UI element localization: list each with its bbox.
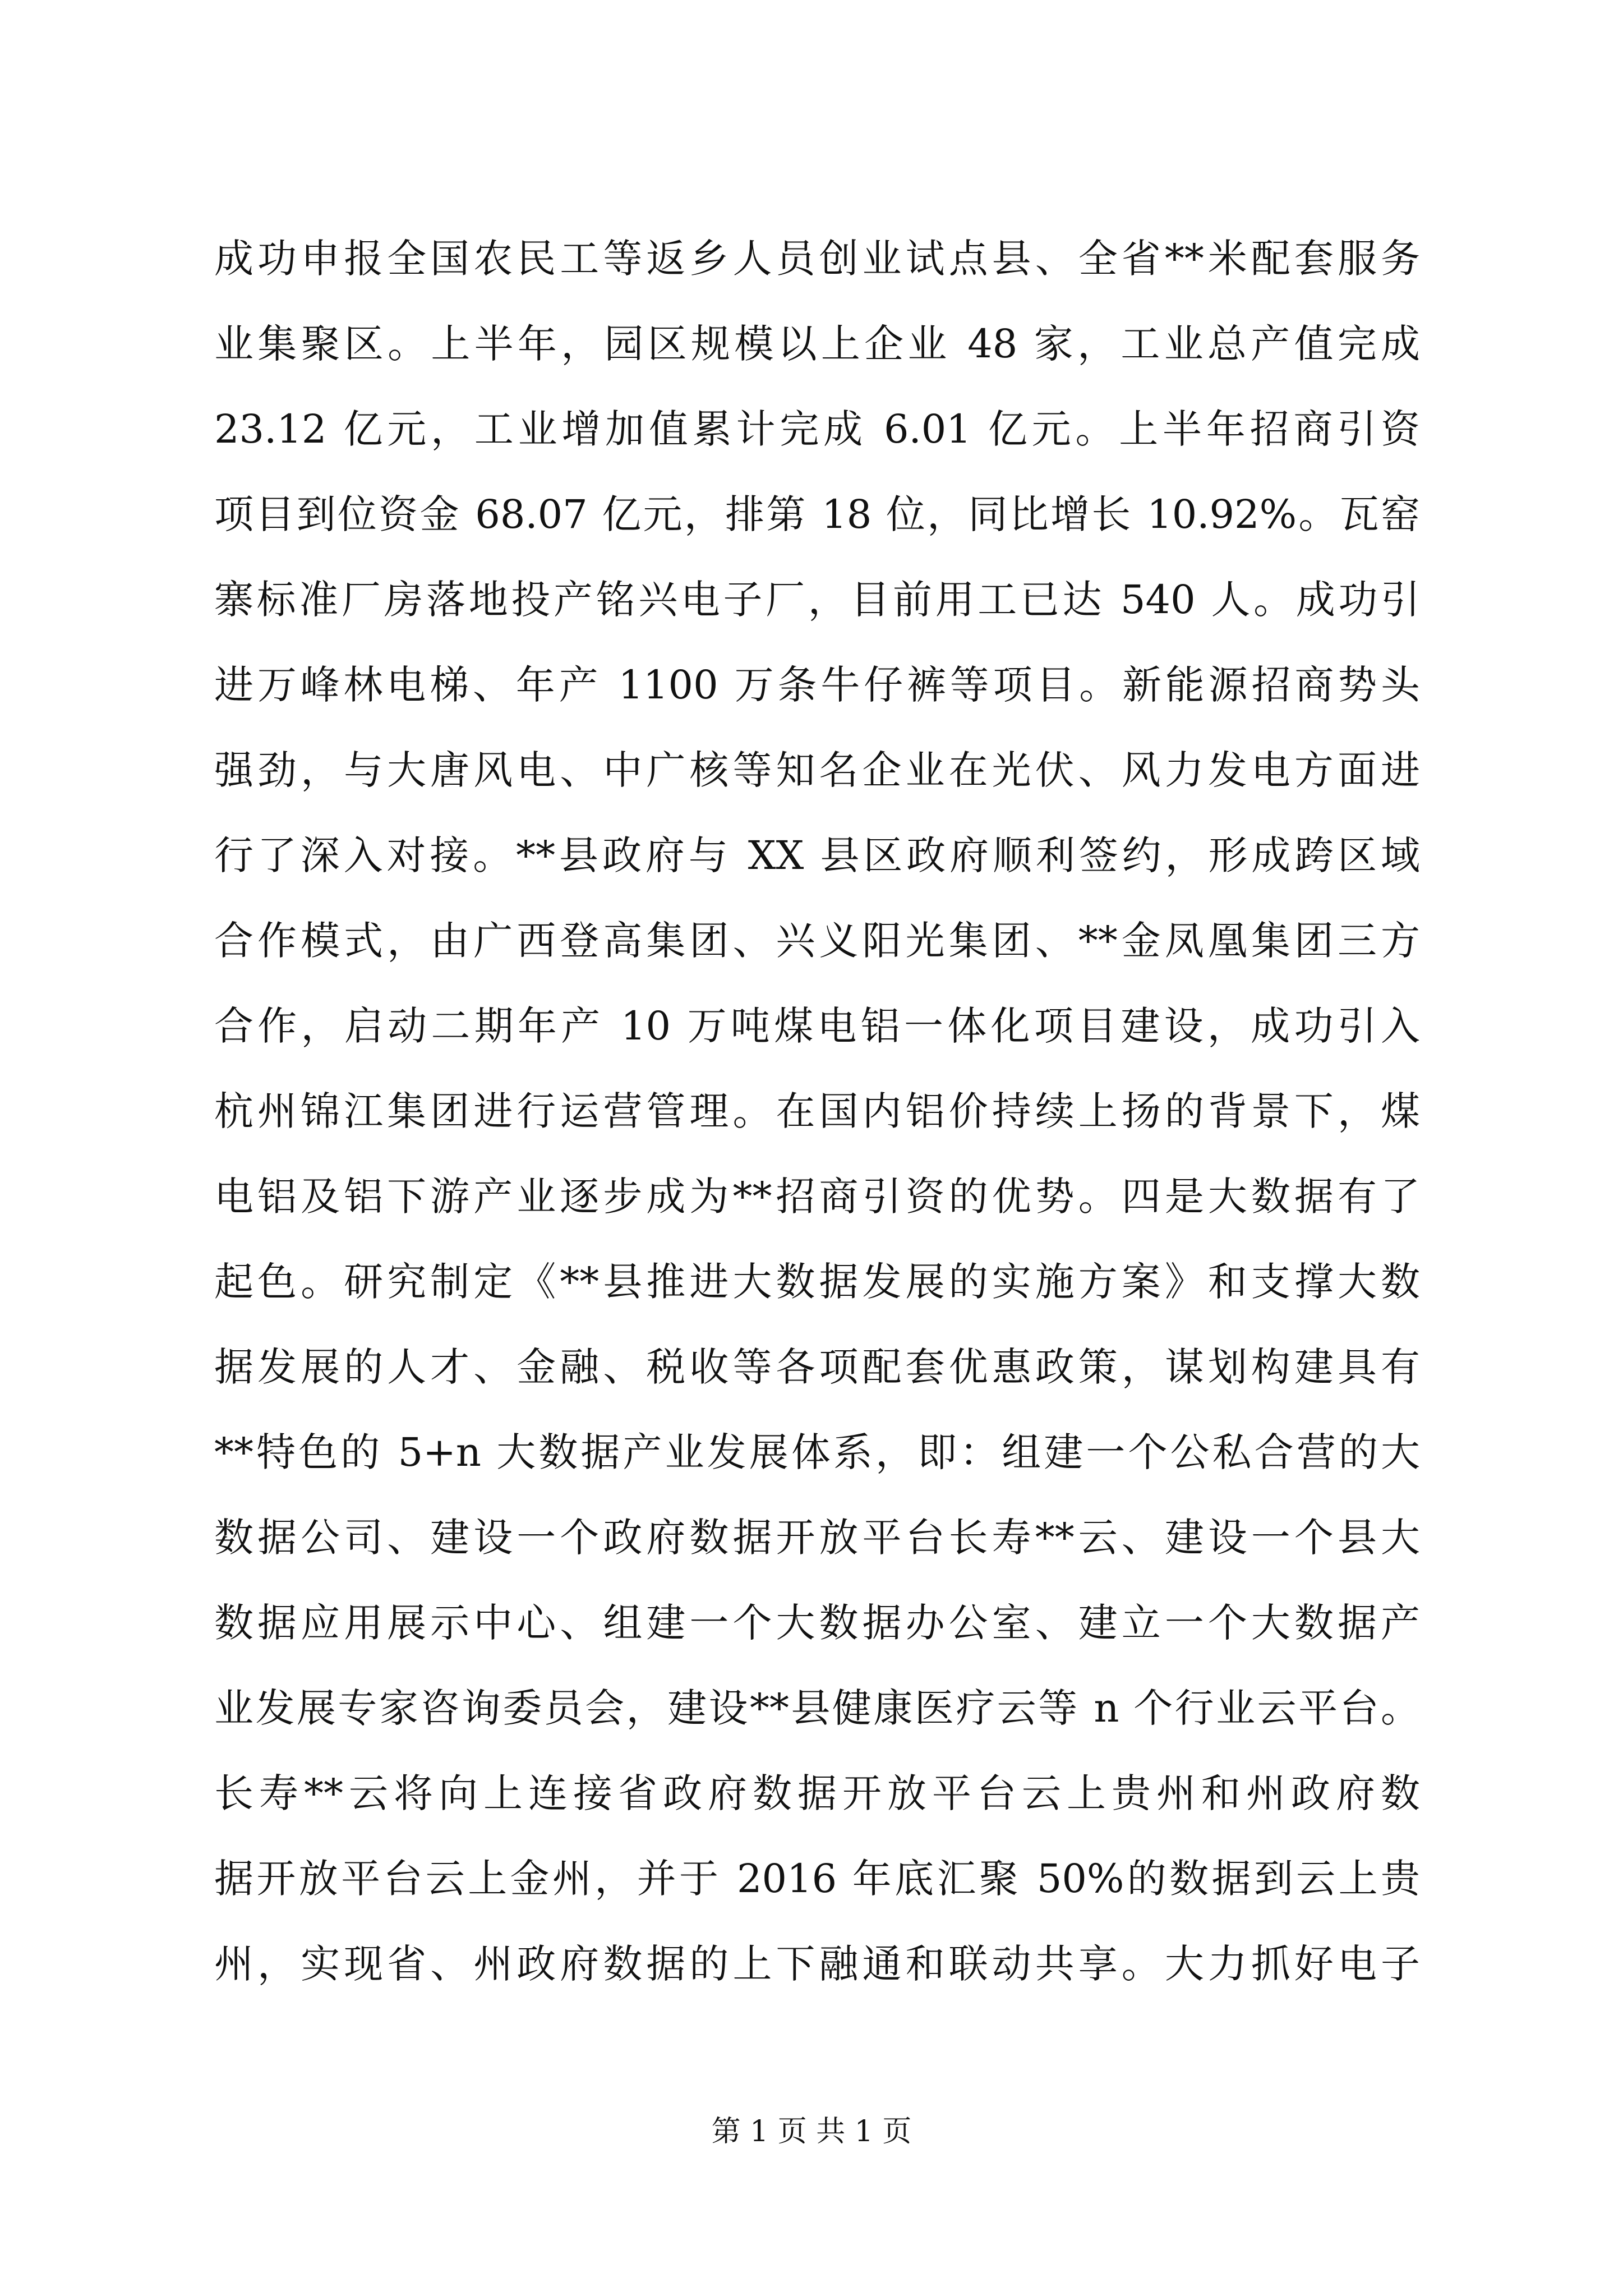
text-line-10: 合作，启动二期年产 10 万吨煤电铝一体化项目建设，成功引入 bbox=[214, 1003, 1420, 1049]
text-line-1: 成功申报全国农民工等返乡人员创业试点县、全省**米配套服务 bbox=[214, 236, 1420, 282]
text-line-7: 强劲，与大唐风电、中广核等知名企业在光伏、风力发电方面进 bbox=[214, 747, 1420, 793]
text-line-12: 电铝及铝下游产业逐步成为**招商引资的优势。四是大数据有了 bbox=[214, 1174, 1420, 1220]
text-line-6: 进万峰林电梯、年产 1100 万条牛仔裤等项目。新能源招商势头 bbox=[214, 662, 1420, 708]
text-line-17: 数据应用展示中心、组建一个大数据办公室、建立一个大数据产 bbox=[214, 1600, 1420, 1646]
text-line-8: 行了深入对接。**县政府与 XX 县区政府顺利签约，形成跨区域 bbox=[214, 832, 1420, 878]
text-line-20: 据开放平台云上金州，并于 2016 年底汇聚 50%的数据到云上贵 bbox=[214, 1856, 1420, 1902]
text-line-18: 业发展专家咨询委员会，建设**县健康医疗云等 n 个行业云平台。 bbox=[214, 1685, 1420, 1731]
body-text bbox=[214, 216, 1420, 2007]
text-line-19: 长寿**云将向上连接省政府数据开放平台云上贵州和州政府数 bbox=[214, 1770, 1420, 1816]
page-footer: 第 1 页 共 1 页 bbox=[711, 2115, 912, 2148]
text-line-14: 据发展的人才、金融、税收等各项配套优惠政策，谋划构建具有 bbox=[214, 1344, 1420, 1390]
text-line-4: 项目到位资金 68.07 亿元，排第 18 位，同比增长 10.92%。瓦窑 bbox=[214, 491, 1420, 537]
text-line-11: 杭州锦江集团进行运营管理。在国内铝价持续上扬的背景下，煤 bbox=[214, 1088, 1420, 1134]
text-line-9: 合作模式，由广西登高集团、兴义阳光集团、**金凤凰集团三方 bbox=[214, 918, 1420, 964]
text-line-16: 数据公司、建设一个政府数据开放平台长寿**云、建设一个县大 bbox=[214, 1515, 1420, 1561]
text-line-2: 业集聚区。上半年，园区规模以上企业 48 家，工业总产值完成 bbox=[214, 321, 1420, 367]
text-line-21: 州，实现省、州政府数据的上下融通和联动共享。大力抓好电子 bbox=[214, 1941, 1420, 1987]
text-line-5: 寨标准厂房落地投产铭兴电子厂，目前用工已达 540 人。成功引 bbox=[214, 577, 1420, 623]
text-line-3: 23.12 亿元，工业增加值累计完成 6.01 亿元。上半年招商引资 bbox=[214, 406, 1420, 452]
text-line-13: 起色。研究制定《**县推进大数据发展的实施方案》和支撑大数 bbox=[214, 1259, 1420, 1305]
text-line-15: **特色的 5+n 大数据产业发展体系，即：组建一个公私合营的大 bbox=[214, 1429, 1420, 1475]
